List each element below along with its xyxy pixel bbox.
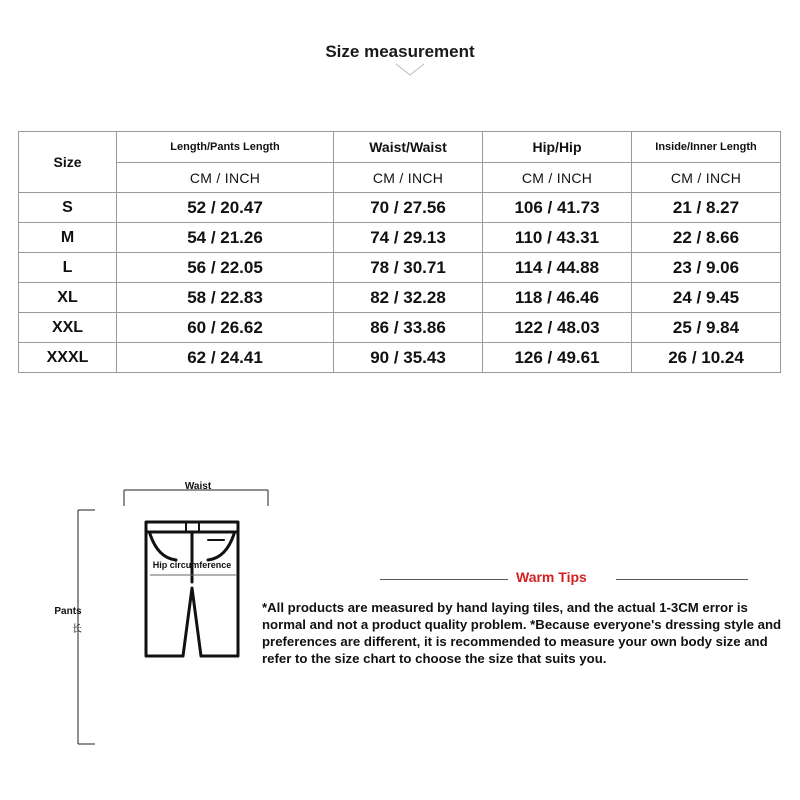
inner-length-column-header: Inside/Inner Length <box>632 132 781 163</box>
shorts-icon <box>146 522 238 656</box>
pants-sub-label: 长 <box>72 624 82 635</box>
waist-cell: 70 / 27.56 <box>334 193 483 223</box>
table-row <box>19 223 781 253</box>
waist-label: Waist <box>184 481 212 492</box>
page-title: Size measurement <box>325 42 475 61</box>
waist-cell: 78 / 30.71 <box>334 253 483 283</box>
hip-cell: 122 / 48.03 <box>483 313 632 343</box>
hip-cell: 110 / 43.31 <box>483 223 632 253</box>
pants-label: Pants <box>54 606 82 617</box>
size-cell: XXL <box>19 313 117 343</box>
inner-length-cell: 26 / 10.24 <box>632 343 781 373</box>
length-cell: 56 / 22.05 <box>117 253 334 283</box>
inner-length-cell: 24 / 9.45 <box>632 283 781 313</box>
table-row <box>19 283 781 313</box>
waist-cell: 74 / 29.13 <box>334 223 483 253</box>
length-cell: 52 / 20.47 <box>117 193 334 223</box>
length-cell: 54 / 21.26 <box>117 223 334 253</box>
heading-rule-right <box>616 579 748 580</box>
table-row <box>19 193 781 223</box>
warm-tips-heading: Warm Tips <box>516 569 587 585</box>
length-cell: 58 / 22.83 <box>117 283 334 313</box>
inner-length-cell: 25 / 9.84 <box>632 313 781 343</box>
unit-label: CM / INCH <box>117 163 334 193</box>
size-cell: L <box>19 253 117 283</box>
waist-cell: 82 / 32.28 <box>334 283 483 313</box>
waist-column-header: Waist/Waist <box>334 132 483 163</box>
waist-cell: 86 / 33.86 <box>334 313 483 343</box>
waist-cell: 90 / 35.43 <box>334 343 483 373</box>
length-cell: 62 / 24.41 <box>117 343 334 373</box>
size-cell: XXXL <box>19 343 117 373</box>
length-cell: 60 / 26.62 <box>117 313 334 343</box>
inner-length-cell: 21 / 8.27 <box>632 193 781 223</box>
unit-label: CM / INCH <box>632 163 781 193</box>
hip-cell: 106 / 41.73 <box>483 193 632 223</box>
title-divider <box>10 60 790 76</box>
hip-cell: 114 / 44.88 <box>483 253 632 283</box>
warm-tips-heading-row <box>380 568 748 588</box>
hip-cell: 126 / 49.61 <box>483 343 632 373</box>
pants-measurement-diagram <box>0 470 280 760</box>
size-column-header: Size <box>19 132 117 193</box>
warm-tips-text: *All products are measured by hand laying tiles, and the actual 1-3CM error is normal and not a product quality problem. *Because everyone's dressing style and preferences are different, it is recommended to measure your own body size and refer to the size chart to choose the size that suits you. <box>262 600 782 666</box>
inner-length-cell: 22 / 8.66 <box>632 223 781 253</box>
size-cell: XL <box>19 283 117 313</box>
hip-column-header: Hip/Hip <box>483 132 632 163</box>
length-column-header: Length/Pants Length <box>117 132 334 163</box>
table-row <box>19 253 781 283</box>
waist-bracket <box>124 490 268 506</box>
table-row <box>19 313 781 343</box>
inner-length-cell: 23 / 9.06 <box>632 253 781 283</box>
table-row <box>19 343 781 373</box>
unit-label: CM / INCH <box>334 163 483 193</box>
heading-rule-left <box>380 579 508 580</box>
size-chart-table <box>18 131 781 373</box>
size-cell: S <box>19 193 117 223</box>
size-cell: M <box>19 223 117 253</box>
unit-label: CM / INCH <box>483 163 632 193</box>
hip-label: Hip circumference <box>152 560 232 570</box>
hip-cell: 118 / 46.46 <box>483 283 632 313</box>
